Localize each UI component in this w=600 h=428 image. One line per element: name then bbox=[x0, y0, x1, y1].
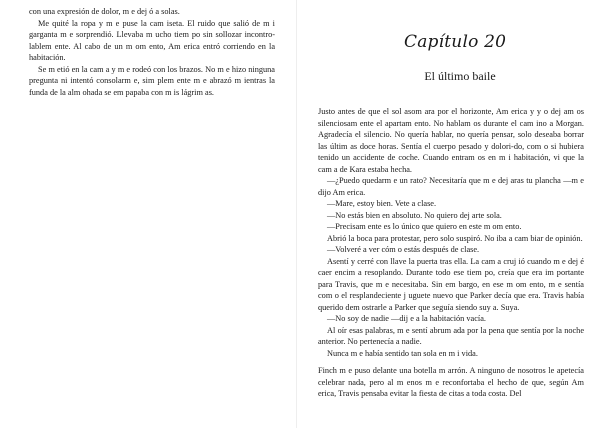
right-paragraph-5: —Precisam ente es lo único que quiero en este m om ento. bbox=[327, 222, 522, 231]
right-paragraph-10: Al oír esas palabras, m e sentí abrum ada por la pena que sentía por la noche anterior. No pertenecía a nadie. bbox=[318, 325, 584, 346]
right-paragraph-8: Asentí y cerré con llave la puerta tras ella. La cam a cruj ió cuando m e dej é caer encim a resoplando. Durante todo ese tiem po, creía que era im portante para Travis, que m e necesitaba. Sin em bargo, en ese m om ento, m e sentía com o el resplandeciente j uguete nuevo que Parker decía que era. Travis había querido dem ostrarle a Parker que seguía siendo suy a. Suya. bbox=[318, 256, 584, 312]
right-paragraph-2: —¿Puedo quedarm e un rato? Necesitaría que m e dej aras tu plancha —m e dijo Am erica. bbox=[318, 176, 584, 197]
left-page-text bbox=[29, 6, 275, 98]
right-page-text bbox=[318, 106, 584, 359]
chapter-label: Capítulo 20 bbox=[404, 32, 507, 52]
left-paragraph-3: Se m etió en la cam a y m e rodeó con los brazos. No m e hizo ninguna pregunta ni intentó consolarm e, sim plem ente m e abrazó m ientras la funda de la alm ohada se em papaba con m is lágrim as. bbox=[29, 64, 275, 97]
book-gutter bbox=[296, 0, 297, 428]
right-page-section-2 bbox=[318, 365, 584, 400]
right-section-2-paragraph-1: Finch m e puso delante una botella m arrón. A ninguno de nosotros le apetecía celebrar nada, pero al m enos m e reconfortaba el hecho de que, según Am erica, Travis pensaba evitar la fiesta de citas a toda costa. Del bbox=[318, 366, 584, 398]
right-paragraph-7: —Volveré a ver cóm o estás después de clase. bbox=[327, 245, 480, 254]
right-paragraph-4: —No estás bien en absoluto. No quiero dej arte sola. bbox=[327, 210, 502, 220]
left-page bbox=[0, 0, 290, 428]
left-paragraph-2: Me quité la ropa y m e puse la cam iseta. El ruido que salió de m i garganta m e sorprendió. Llevaba m ucho tiem po sin sollozar incontro-lablem ente. Al cabo de un m om ento, Am erica entró corriendo en la habitación. bbox=[29, 18, 275, 62]
right-paragraph-1: Justo antes de que el sol asom ara por el horizonte, Am erica y y o dej am os silenciosam ente el apartam ento. No hablam os durante el cam ino a Morgan. Agradecía el silencio. No quería hablar, no quería pensar, solo deseaba borrar las últim as doce horas. Sentía el cuerpo pesado y dolori-do, com o si hubiera tenido un accidente de coche. Cuando entram os en m i habitación, vi que la cam a de Kara estaba hecha. bbox=[318, 107, 584, 174]
right-paragraph-11: Nunca m e había sentido tan sola en m i vida. bbox=[327, 348, 478, 358]
right-paragraph-6: Abrió la boca para protestar, pero solo suspiró. No iba a cam biar de opinión. bbox=[327, 233, 583, 243]
chapter-title: El último baile bbox=[424, 69, 496, 83]
left-paragraph-1: con una expresión de dolor, m e dej ó a solas. bbox=[29, 7, 180, 16]
right-paragraph-9: —No soy de nadie —dij e a la habitación vacía. bbox=[327, 314, 486, 323]
right-paragraph-3: —Mare, estoy bien. Vete a clase. bbox=[327, 199, 437, 208]
